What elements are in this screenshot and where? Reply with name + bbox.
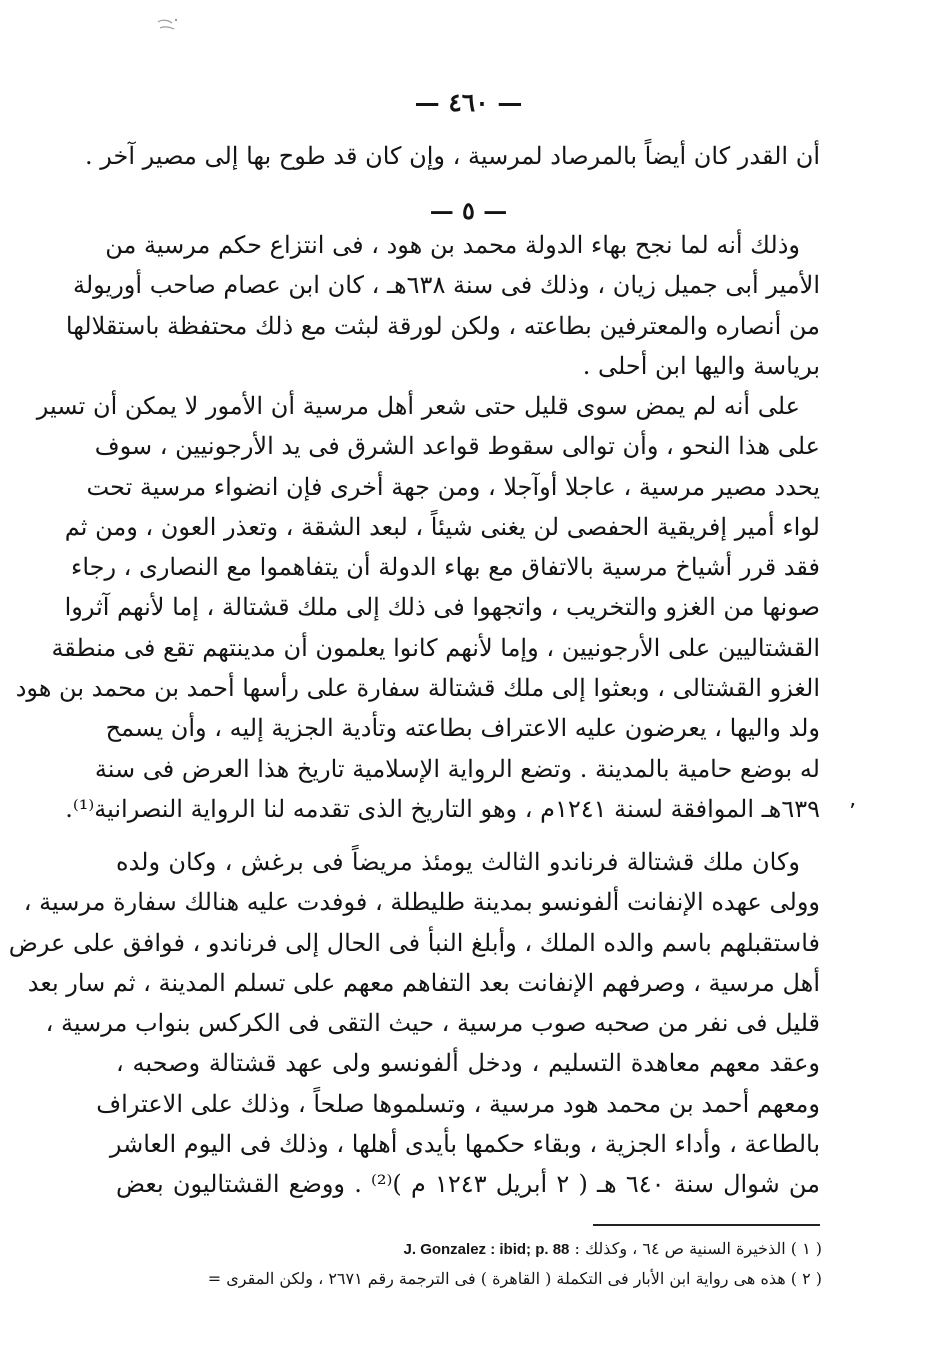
paragraph-line: أهل مرسية ، وصرفهم الإنفانت بعد التفاهم معهم على تسلم المدينة ، ثم سار بعد bbox=[27, 968, 820, 997]
margin-mark: ٬ bbox=[849, 800, 856, 825]
footnote-2-text: ( ٢ ) هذه هى رواية ابن الأبار فى التكملة ( القاهرة ) فى الترجمة رقم ٢٦٧١ ، ولكن المقرى = bbox=[207, 1269, 822, 1288]
paragraph-line: بالطاعة ، وأداء الجزية ، وبقاء حكمها بأيدى أهلها ، وذلك فى اليوم العاشر bbox=[109, 1130, 820, 1159]
paragraph-line: الأمير أبى جميل زيان ، وذلك فى سنة ٦٣٨هـ ، كان ابن عصام صاحب أوريولة bbox=[72, 271, 820, 300]
paragraph-line: صونها من الغزو والتخريب ، واتجهوا فى ذلك إلى ملك قشتالة ، إما لأنهم آثروا bbox=[64, 593, 820, 622]
footnote-separator bbox=[593, 1224, 820, 1226]
paragraph-line: وعقد معهم معاهدة التسليم ، ودخل ألفونسو ولى عهد قشتالة وصحبه ، bbox=[116, 1049, 820, 1078]
paragraph-line: يحدد مصير مرسية ، عاجلا أوآجلا ، ومن جهة أخرى فإن انضواء مرسية تحت bbox=[86, 472, 820, 501]
opening-line-block bbox=[85, 136, 820, 176]
paragraph-line: وذلك أنه لما نجح بهاء الدولة محمد بن هود ، فى انتزاع حكم مرسية من bbox=[105, 231, 800, 259]
paragraph-line: قليل فى نفر من صحبه صوب مرسية ، حيث التقى فى الكركس بنواب مرسية ، bbox=[45, 1009, 820, 1038]
paragraph-line: على أنه لم يمض سوى قليل حتى شعر أهل مرسية أن الأمور لا يمكن أن تسير bbox=[36, 392, 800, 420]
paragraph-line: ٦٣٩هـ الموافقة لسنة ١٢٤١م ، وهو التاريخ الذى تقدمه لنا الرواية النصرانية⁽¹⁾. bbox=[65, 794, 820, 823]
corner-ink-mark bbox=[152, 14, 182, 38]
section-number: — ٥ — bbox=[429, 196, 508, 225]
paragraph-line: من شوال سنة ٦٤٠ هـ ( ٢ أبريل ١٢٤٣ م )⁽²⁾ . ووضع القشتاليون بعض bbox=[116, 1170, 821, 1199]
paragraph-line: لواء أمير إفريقية الحفصى لن يغنى شيئاً ، لبعد الشقة ، وتعذر العون ، ومن ثم bbox=[64, 512, 820, 541]
paragraph-line: فاستقبلهم باسم والده الملك ، وأبلغ النبأ فى الحال إلى فرناندو ، فوافق على عرض bbox=[8, 928, 820, 957]
paragraph-3 bbox=[8, 842, 821, 1205]
paragraph-line: من أنصاره والمعترفين بطاعته ، ولكن لورقة لبثت مع ذلك محتفظة باستقلالها bbox=[65, 311, 820, 340]
paragraph-line: ومعهم أحمد بن محمد هود مرسية ، وتسلموها صلحاً ، وذلك على الاعتراف bbox=[96, 1089, 820, 1118]
opening-line: أن القدر كان أيضاً بالمرصاد لمرسية ، وإن كان قد طوح بها إلى مصير آخر . bbox=[85, 142, 820, 170]
paragraph-line: فقد قرر أشياخ مرسية بالاتفاق مع بهاء الدولة أن يتفاهموا مع النصارى ، رجاء bbox=[71, 553, 820, 582]
paragraph-line: وولى عهده الإنفانت ألفونسو بمدينة طليطلة ، فوفدت عليه هنالك سفارة مرسية ، bbox=[23, 888, 820, 917]
paragraph-line: برياسة واليها ابن أحلى . bbox=[582, 351, 820, 380]
paragraph-line: وكان ملك قشتالة فرناندو الثالث يومئذ مريضاً فى برغش ، وكان ولده bbox=[116, 848, 801, 876]
footnote-2 bbox=[100, 1264, 822, 1294]
paragraph-line: القشتاليين على الأرجونيين ، وإما لأنهم كانوا يعلمون أن مدينتهم تقع فى منطقة bbox=[51, 633, 820, 662]
paragraph-line: على هذا النحو ، وأن توالى سقوط قواعد الشرق فى يد الأرجونيين ، سوف bbox=[94, 432, 820, 461]
paragraph-1 bbox=[65, 225, 820, 386]
page-number: — ٤٦٠ — bbox=[414, 88, 523, 117]
paragraph-line: له بوضع حامية بالمدينة . وتضع الرواية الإسلامية تاريخ هذا العرض فى سنة bbox=[94, 754, 820, 783]
footnote-1 bbox=[100, 1234, 822, 1264]
footnotes bbox=[100, 1234, 822, 1294]
footnote-1-citation: J. Gonzalez : ibid; p. 88 bbox=[403, 1241, 570, 1258]
paragraph-line: الغزو القشتالى ، وبعثوا إلى ملك قشتالة سفارة على رأسها أحمد بن محمد بن هود bbox=[15, 674, 820, 703]
paragraph-line: ولد واليها ، يعرضون عليه الاعتراف بطاعته وتأدية الجزية إليه ، وأن يسمح bbox=[105, 714, 820, 743]
paragraph-2 bbox=[15, 386, 820, 829]
footnote-1-text: ( ١ ) الذخيرة السنية ص ٦٤ ، وكذلك : bbox=[574, 1239, 822, 1258]
ink-mark-icon bbox=[152, 14, 182, 38]
